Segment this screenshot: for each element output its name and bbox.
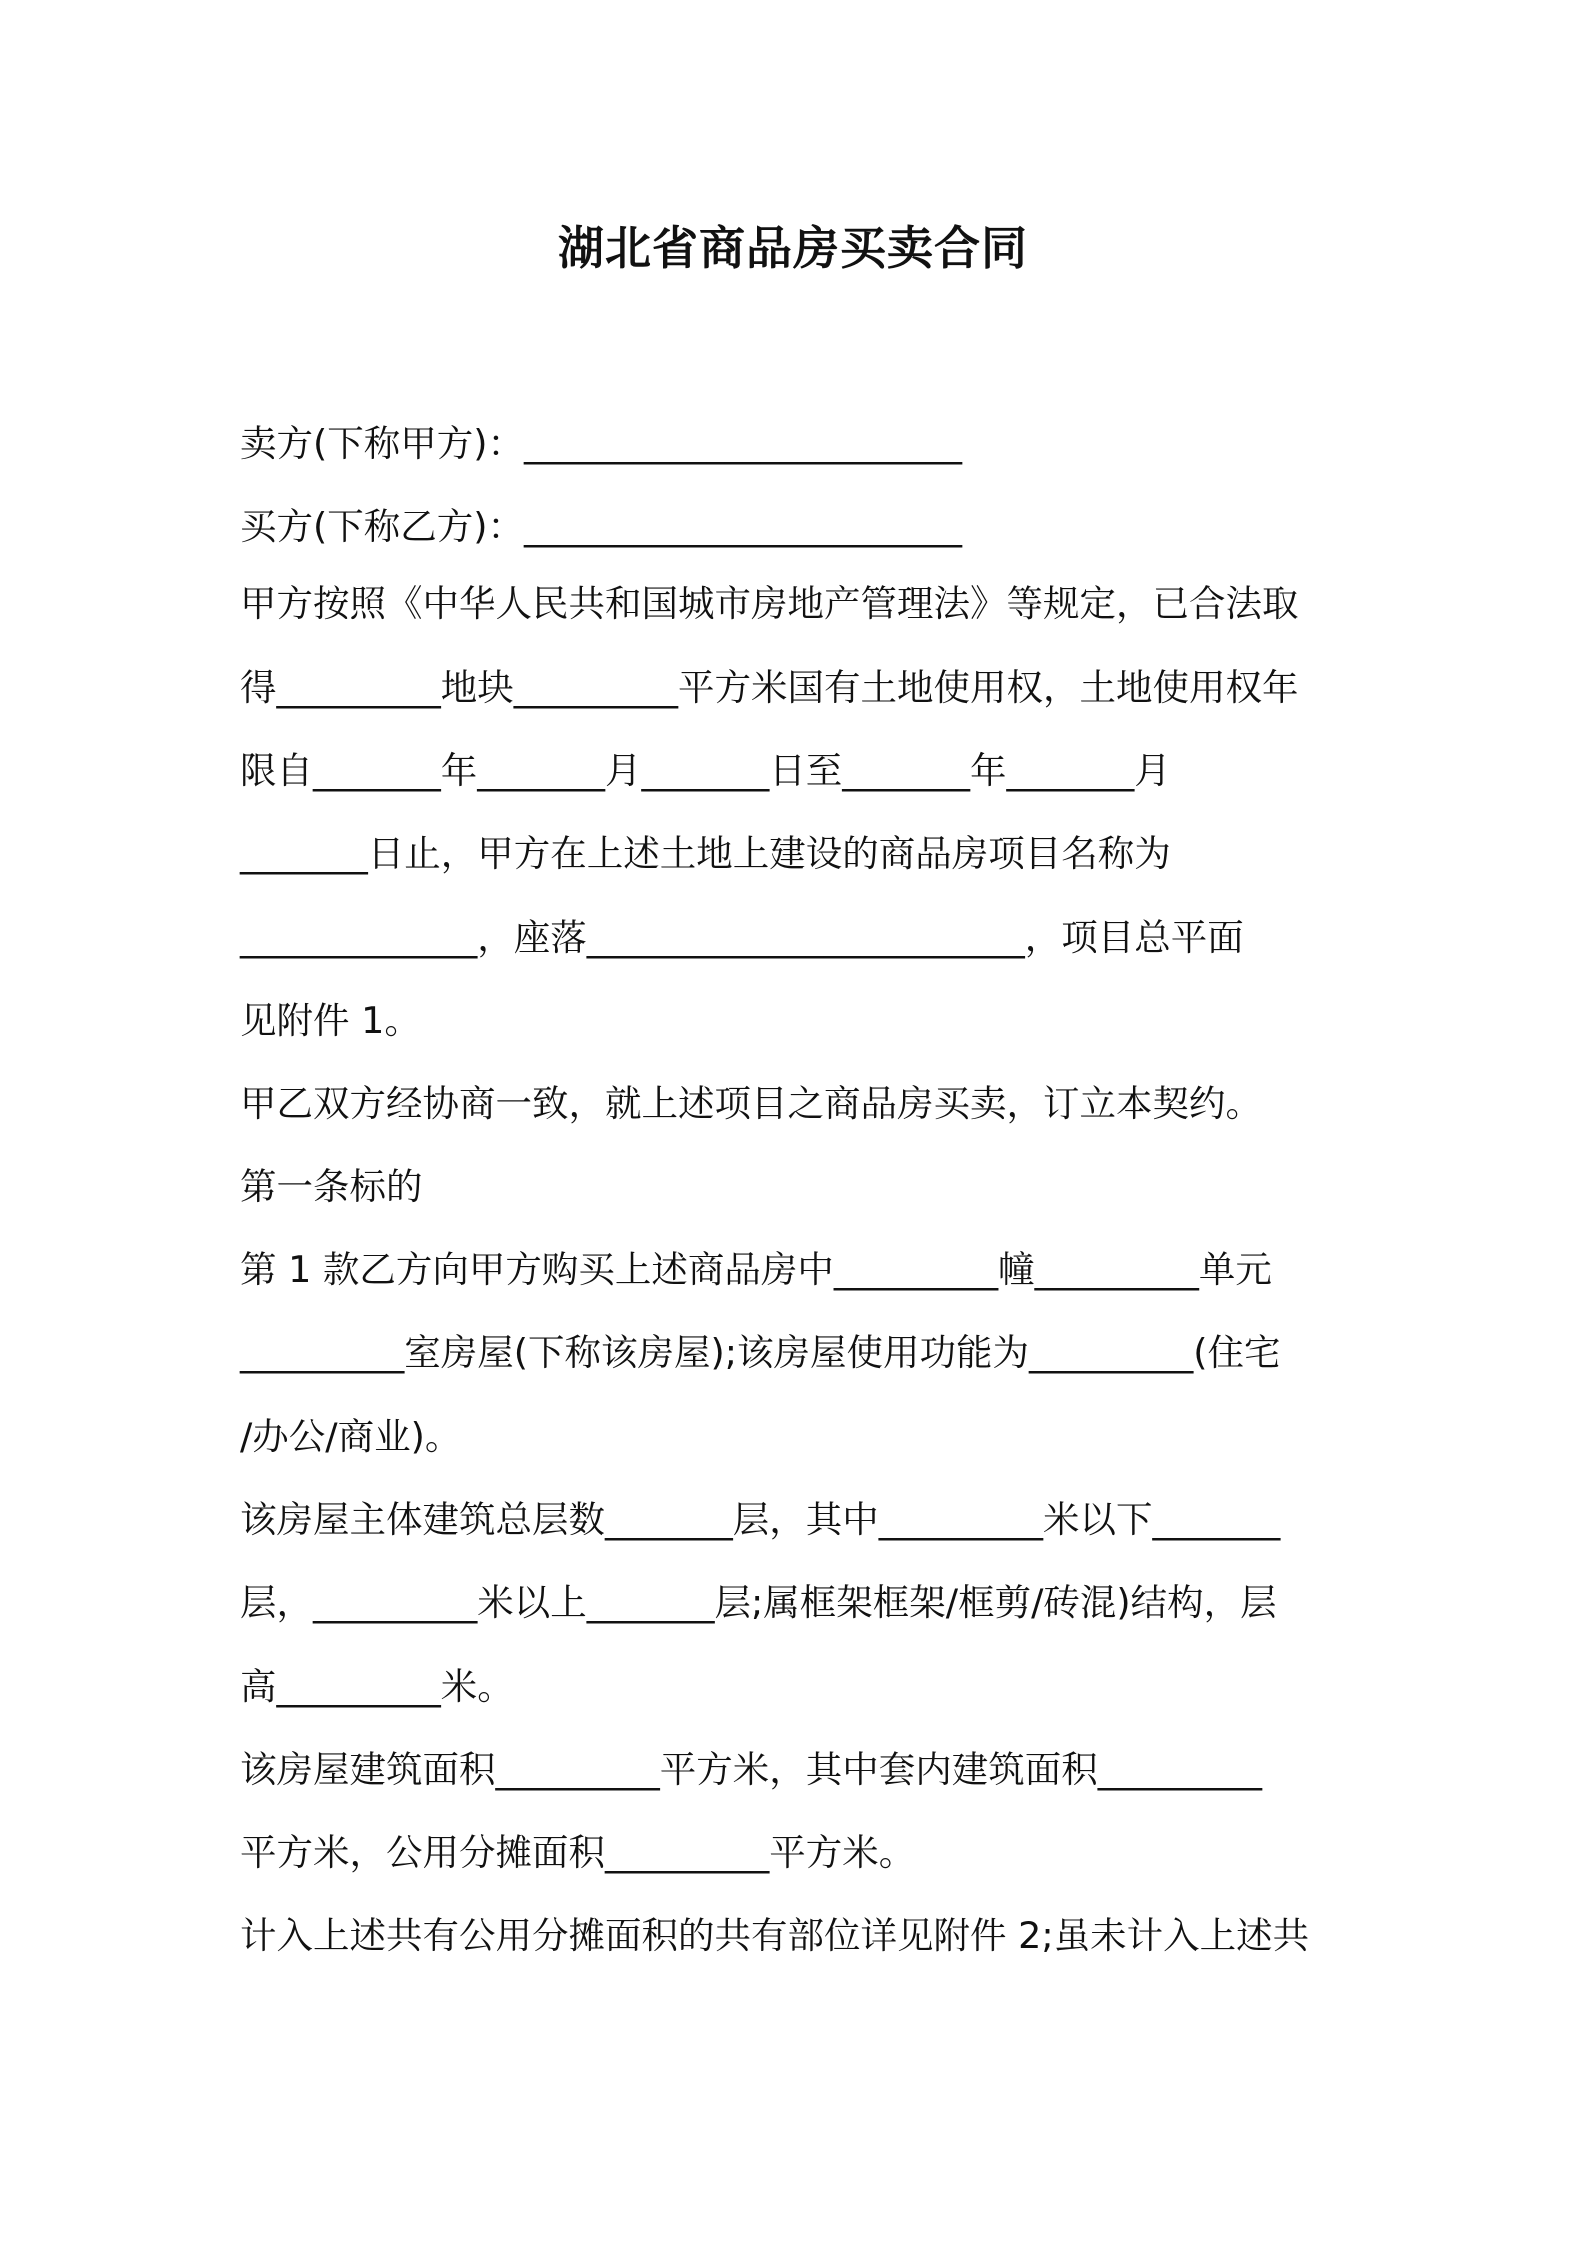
buyer-line: 买方(下称乙方)：________________________ xyxy=(240,505,962,548)
document-title: 湖北省商品房买卖合同 xyxy=(558,221,1028,275)
paragraph-line: _______日止，甲方在上述土地上建设的商品房项目名称为 xyxy=(240,832,1171,875)
paragraph-line: 计入上述共有公用分摊面积的共有部位详见附件 2;虽未计入上述共 xyxy=(240,1914,1310,1957)
paragraph-line: 得_________地块_________平方米国有土地使用权，土地使用权年 xyxy=(240,666,1299,709)
paragraph-line: 见附件 1。 xyxy=(240,999,421,1042)
paragraph-line: /办公/商业)。 xyxy=(240,1415,462,1458)
paragraph-line: 甲方按照《中华人民共和国城市房地产管理法》等规定，已合法取 xyxy=(240,582,1299,625)
section-heading: 第一条标的 xyxy=(240,1165,423,1208)
paragraph-line: _____________，座落________________________，项目总平面 xyxy=(240,916,1244,959)
paragraph-line: 甲乙双方经协商一致，就上述项目之商品房买卖，订立本契约。 xyxy=(240,1082,1262,1125)
paragraph-line: _________室房屋(下称该房屋);该房屋使用功能为_________(住宅 xyxy=(240,1331,1281,1374)
paragraph-line: 限自_______年_______月_______日至_______年_______月 xyxy=(240,749,1171,792)
paragraph-line: 该房屋主体建筑总层数_______层，其中_________米以下_______ xyxy=(240,1498,1281,1541)
paragraph-line: 层，_________米以上_______层;属框架框架/框剪/砖混)结构，层 xyxy=(240,1581,1277,1624)
paragraph-line: 第 1 款乙方向甲方购买上述商品房中_________幢_________单元 xyxy=(240,1248,1272,1291)
paragraph-line: 平方米，公用分摊面积_________平方米。 xyxy=(240,1831,916,1874)
seller-line: 卖方(下称甲方)：________________________ xyxy=(240,422,962,465)
paragraph-line: 高_________米。 xyxy=(240,1665,514,1708)
paragraph-line: 该房屋建筑面积_________平方米，其中套内建筑面积_________ xyxy=(240,1748,1262,1791)
